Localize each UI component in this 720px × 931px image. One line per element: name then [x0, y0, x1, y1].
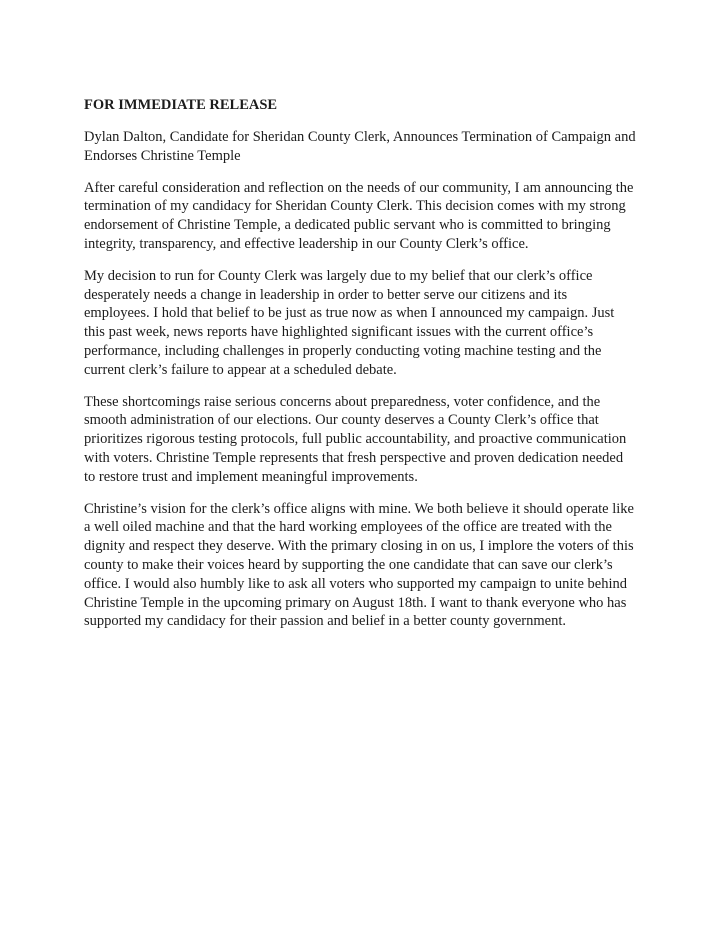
release-label: FOR IMMEDIATE RELEASE — [84, 97, 278, 113]
paragraph-reason: My decision to run for County Clerk was largely due to my belief that our clerk’s office desperately needs a change in leadership in order to better serve our citizens and its employees. I hold that belief to be just as true now as when I announced my campaign. Just this past week, news reports have highlighted significant issues with the current office’s performance, including challenges in properly conducting voting machine testing and the current clerk’s failure to appear at a scheduled debate. — [84, 267, 615, 378]
paragraph-announcement: After careful consideration and reflection on the needs of our community, I am announcing the termination of my candidacy for Sheridan County Clerk. This decision comes with my strong endorsement of Christine Temple, a dedicated public servant who is committed to bringing integrity, transparency, and effective leadership in our County Clerk’s office. — [84, 179, 634, 252]
paragraph-closing: Christine’s vision for the clerk’s office aligns with mine. We both believe it should operate like a well oiled machine and that the hard working employees of the office are treated with the dignity and respect they deserve. With the primary closing in on us, I implore the voters of this county to make their voices heard by supporting the one candidate that can save our clerk’s office. I would also humbly like to ask all voters who supported my campaign to unite behind Christine Temple in the upcoming primary on August 18th. I want to thank everyone who has supported my candidacy for their passion and belief in a better county government. — [84, 500, 634, 630]
paragraph-concerns: These shortcomings raise serious concerns about preparedness, voter confidence, and the smooth administration of our elections. Our county deserves a County Clerk’s office that prioritizes rigorous testing protocols, full public accountability, and proactive communication with voters. Christine Temple represents that fresh perspective and proven dedication needed to restore trust and implement meaningful improvements. — [84, 393, 627, 485]
headline: Dylan Dalton, Candidate for Sheridan County Clerk, Announces Termination of Campaign and Endorses Christine Temple — [84, 129, 636, 164]
press-release-document — [84, 96, 636, 644]
